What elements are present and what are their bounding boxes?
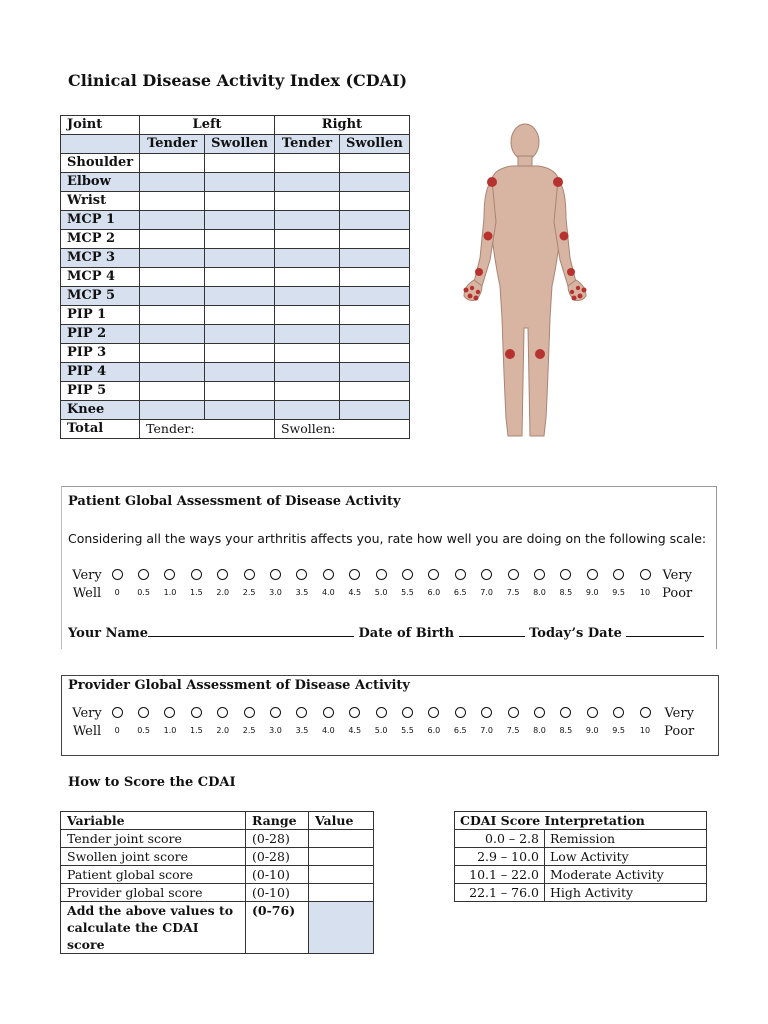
radio-circle-icon[interactable]: [138, 569, 149, 580]
joint-row: [61, 306, 410, 325]
cdai-interpretation-table: [454, 811, 707, 902]
right-swollen-cell[interactable]: [339, 287, 409, 306]
left-tender-cell[interactable]: [140, 325, 205, 344]
left-tender-header: Tender: [140, 135, 205, 154]
right-swollen-cell[interactable]: [339, 306, 409, 325]
value-cell[interactable]: [309, 848, 374, 866]
radio-circle-icon[interactable]: [613, 707, 624, 718]
right-tender-cell[interactable]: [274, 344, 339, 363]
radio-circle-icon[interactable]: [402, 569, 413, 580]
provider-scale-option[interactable]: [236, 705, 262, 735]
radio-circle-icon[interactable]: [349, 707, 360, 718]
variable-header: Variable: [61, 812, 246, 830]
provider-scale-option[interactable]: [394, 705, 420, 735]
radio-circle-icon[interactable]: [640, 569, 651, 580]
provider-scale-option[interactable]: [183, 705, 209, 735]
radio-circle-icon[interactable]: [138, 707, 149, 718]
radio-circle-icon[interactable]: [164, 569, 175, 580]
scale-value: 1.5: [190, 726, 203, 735]
scale-value: 7.0: [480, 726, 494, 735]
right-header: Right: [274, 116, 409, 135]
todays-date-label: Today’s Date: [529, 626, 622, 641]
score-range: 0.0 – 2.8: [455, 830, 545, 848]
poor-label: Poor: [664, 724, 695, 739]
patient-rating-scale: [70, 567, 694, 603]
right-swollen-cell[interactable]: [339, 230, 409, 249]
cdai-total-value-cell[interactable]: [309, 902, 374, 954]
radio-circle-icon[interactable]: [112, 707, 123, 718]
interpretation-row: [455, 884, 707, 902]
joint-count-table: [60, 115, 410, 439]
left-tender-cell[interactable]: [140, 249, 205, 268]
right-tender-cell[interactable]: [274, 268, 339, 287]
interpretation-title: CDAI Score Interpretation: [455, 812, 707, 830]
joint-name: Elbow: [61, 173, 140, 192]
left-tender-cell[interactable]: [140, 401, 205, 420]
right-tender-cell[interactable]: [274, 173, 339, 192]
joint-row: [61, 249, 410, 268]
patient-scale-option[interactable]: [183, 567, 209, 597]
interpretation-row: [455, 830, 707, 848]
left-tender-cell[interactable]: [140, 230, 205, 249]
left-swollen-cell[interactable]: [205, 249, 275, 268]
radio-circle-icon[interactable]: [349, 569, 360, 580]
left-header: Left: [140, 116, 275, 135]
well-label: Well: [72, 586, 102, 601]
radio-circle-icon[interactable]: [534, 569, 545, 580]
provider-scale-option[interactable]: [210, 705, 236, 735]
radio-circle-icon[interactable]: [587, 569, 598, 580]
activity-level: High Activity: [545, 884, 707, 902]
cdai-total-range: (0-76): [246, 902, 309, 954]
left-swollen-cell[interactable]: [205, 192, 275, 211]
radio-circle-icon[interactable]: [217, 707, 228, 718]
provider-scale-option[interactable]: [157, 705, 183, 735]
joint-name: MCP 3: [61, 249, 140, 268]
scale-value: 5.5: [401, 726, 414, 735]
scale-value: 5.0: [374, 588, 388, 597]
your-name-label: Your Name: [68, 626, 148, 641]
scale-value: 8.0: [533, 588, 546, 597]
radio-circle-icon[interactable]: [270, 707, 281, 718]
scale-value: 0.5: [137, 726, 150, 735]
radio-circle-icon[interactable]: [508, 707, 519, 718]
right-swollen-cell[interactable]: [339, 363, 409, 382]
scale-value: 3.5: [295, 588, 309, 597]
scale-value: 6.0: [427, 726, 441, 735]
provider-scale-option[interactable]: [130, 705, 156, 735]
your-name-field[interactable]: [148, 624, 354, 637]
well-label: Well: [72, 724, 102, 739]
left-swollen-cell[interactable]: [205, 268, 275, 287]
scale-value: 4.5: [348, 588, 362, 597]
left-tender-cell[interactable]: [140, 363, 205, 382]
score-range: 10.1 – 22.0: [455, 866, 545, 884]
joint-row: [61, 192, 410, 211]
right-swollen-cell[interactable]: [339, 249, 409, 268]
left-swollen-cell[interactable]: [205, 306, 275, 325]
patient-scale-option[interactable]: [157, 567, 183, 597]
poor-label: Poor: [662, 586, 693, 601]
joint-row: [61, 230, 410, 249]
right-tender-cell[interactable]: [274, 363, 339, 382]
patient-scale-option[interactable]: [104, 567, 130, 597]
radio-circle-icon[interactable]: [534, 707, 545, 718]
cdai-score-table: [60, 811, 374, 954]
radio-circle-icon[interactable]: [428, 569, 439, 580]
variable-name: Tender joint score: [61, 830, 246, 848]
activity-level: Moderate Activity: [545, 866, 707, 884]
joint-row: [61, 325, 410, 344]
provider-scale-option[interactable]: [289, 705, 315, 735]
right-swollen-cell[interactable]: [339, 268, 409, 287]
right-tender-cell[interactable]: [274, 382, 339, 401]
very-label: Very: [72, 706, 102, 721]
patient-scale-option[interactable]: [368, 567, 394, 597]
radio-circle-icon[interactable]: [164, 707, 175, 718]
scale-value: 0: [114, 726, 120, 735]
right-swollen-cell[interactable]: [339, 401, 409, 420]
provider-scale-option[interactable]: [421, 705, 447, 735]
body-figure-illustration: [452, 118, 600, 440]
right-tender-cell[interactable]: [274, 401, 339, 420]
left-swollen-cell[interactable]: [205, 325, 275, 344]
patient-scale-option[interactable]: [394, 567, 420, 597]
blank-header-cell: [61, 135, 140, 154]
right-tender-cell[interactable]: [274, 192, 339, 211]
score-row: [61, 848, 374, 866]
joint-name: PIP 2: [61, 325, 140, 344]
very-label: Very: [72, 568, 102, 583]
patient-scale-option[interactable]: [210, 567, 236, 597]
scale-value: 3.5: [295, 726, 309, 735]
scale-value: 5.5: [401, 588, 414, 597]
range-value: (0-10): [246, 884, 309, 902]
right-swollen-cell[interactable]: [339, 211, 409, 230]
joint-name: PIP 3: [61, 344, 140, 363]
joint-name: Knee: [61, 401, 140, 420]
radio-circle-icon[interactable]: [244, 569, 255, 580]
right-swollen-cell[interactable]: [339, 173, 409, 192]
patient-scale-option[interactable]: [262, 567, 288, 597]
provider-scale-option[interactable]: [104, 705, 130, 735]
radio-circle-icon[interactable]: [191, 569, 202, 580]
radio-circle-icon[interactable]: [270, 569, 281, 580]
joint-name: Shoulder: [61, 154, 140, 173]
radio-circle-icon[interactable]: [323, 569, 334, 580]
patient-global-assessment: [61, 486, 717, 649]
joint-row: [61, 344, 410, 363]
page-title: Clinical Disease Activity Index (CDAI): [68, 71, 408, 90]
how-to-score-title: How to Score the CDAI: [68, 775, 236, 790]
right-swollen-cell[interactable]: [339, 192, 409, 211]
joint-row: [61, 211, 410, 230]
patient-scale-option[interactable]: [421, 567, 447, 597]
cdai-total-label: [61, 902, 246, 954]
left-swollen-cell[interactable]: [205, 344, 275, 363]
scale-value: 2.0: [216, 588, 230, 597]
left-swollen-cell[interactable]: [205, 363, 275, 382]
scale-value: 4.0: [321, 726, 335, 735]
activity-level: Remission: [545, 830, 707, 848]
score-row: [61, 830, 374, 848]
patient-scale-option[interactable]: [342, 567, 368, 597]
radio-circle-icon[interactable]: [296, 707, 307, 718]
range-value: (0-28): [246, 848, 309, 866]
very-label: Very: [664, 706, 694, 721]
left-tender-cell[interactable]: [140, 211, 205, 230]
provider-scale-option[interactable]: [368, 705, 394, 735]
score-row: [61, 884, 374, 902]
dob-label: Date of Birth: [358, 626, 455, 641]
total-row: [61, 420, 410, 439]
provider-rating-scale: [70, 705, 696, 741]
scale-value: 6.5: [453, 588, 467, 597]
value-cell[interactable]: [309, 884, 374, 902]
radio-circle-icon[interactable]: [508, 569, 519, 580]
left-swollen-cell[interactable]: [205, 154, 275, 173]
todays-date-field[interactable]: [626, 624, 704, 637]
left-tender-cell[interactable]: [140, 192, 205, 211]
scale-value: 8.5: [559, 726, 573, 735]
patient-scale-option[interactable]: [553, 567, 579, 597]
joint-name: MCP 5: [61, 287, 140, 306]
scale-value: 4.0: [321, 588, 335, 597]
provider-scale-option[interactable]: [526, 705, 552, 735]
joint-row: [61, 401, 410, 420]
scale-value: 9.0: [585, 588, 599, 597]
radio-circle-icon[interactable]: [376, 707, 387, 718]
right-tender-cell[interactable]: [274, 287, 339, 306]
scale-value: 7.5: [506, 588, 520, 597]
scale-value: 9.5: [612, 726, 625, 735]
patient-section-title: Patient Global Assessment of Disease Activity: [68, 494, 401, 509]
range-value: (0-10): [246, 866, 309, 884]
joint-name: MCP 4: [61, 268, 140, 287]
left-swollen-cell[interactable]: [205, 401, 275, 420]
patient-scale-option[interactable]: [526, 567, 552, 597]
radio-circle-icon[interactable]: [640, 707, 651, 718]
radio-circle-icon[interactable]: [323, 707, 334, 718]
cdai-total-row: [61, 902, 374, 954]
very-label: Very: [662, 568, 692, 583]
joint-row: [61, 382, 410, 401]
radio-circle-icon[interactable]: [376, 569, 387, 580]
joint-header: Joint: [61, 116, 140, 135]
radio-circle-icon[interactable]: [191, 707, 202, 718]
provider-scale-option[interactable]: [605, 705, 631, 735]
interpretation-row: [455, 866, 707, 884]
radio-circle-icon[interactable]: [296, 569, 307, 580]
scale-value: 7.0: [480, 588, 494, 597]
cdai-total-label-line1: Add the above values to: [67, 903, 234, 918]
score-row: [61, 866, 374, 884]
radio-circle-icon[interactable]: [613, 569, 624, 580]
patient-prompt: Considering all the ways your arthritis affects you, rate how well you are doing on the following scale:: [68, 531, 707, 546]
joint-name: MCP 2: [61, 230, 140, 249]
provider-scale-option[interactable]: [553, 705, 579, 735]
left-swollen-cell[interactable]: [205, 173, 275, 192]
variable-name: Provider global score: [61, 884, 246, 902]
range-header: Range: [246, 812, 309, 830]
scale-value: 4.5: [348, 726, 362, 735]
activity-level: Low Activity: [545, 848, 707, 866]
patient-scale-option[interactable]: [473, 567, 499, 597]
provider-scale-option[interactable]: [342, 705, 368, 735]
scale-value: 6.0: [427, 588, 441, 597]
left-tender-cell[interactable]: [140, 382, 205, 401]
scale-value: 6.5: [453, 726, 467, 735]
scale-value: 2.5: [242, 588, 256, 597]
right-swollen-header: Swollen: [339, 135, 409, 154]
value-header: Value: [309, 812, 374, 830]
variable-name: Swollen joint score: [61, 848, 246, 866]
left-tender-cell[interactable]: [140, 173, 205, 192]
provider-scale-option[interactable]: [473, 705, 499, 735]
joint-name: MCP 1: [61, 211, 140, 230]
provider-global-assessment: [61, 675, 719, 756]
patient-scale-option[interactable]: [605, 567, 631, 597]
joint-name: PIP 5: [61, 382, 140, 401]
patient-scale-option[interactable]: [632, 567, 658, 597]
left-swollen-header: Swollen: [205, 135, 275, 154]
right-tender-cell[interactable]: [274, 211, 339, 230]
provider-scale-option[interactable]: [579, 705, 605, 735]
scale-value: 8.0: [533, 726, 546, 735]
provider-scale-option[interactable]: [447, 705, 473, 735]
joint-row: [61, 268, 410, 287]
total-tender-field[interactable]: Tender:: [140, 420, 275, 439]
provider-scale-option[interactable]: [500, 705, 526, 735]
provider-section-title: Provider Global Assessment of Disease Activity: [68, 678, 410, 693]
value-cell[interactable]: [309, 866, 374, 884]
left-tender-cell[interactable]: [140, 344, 205, 363]
patient-scale-option[interactable]: [500, 567, 526, 597]
scale-value: 3.0: [269, 726, 282, 735]
scale-value: 0: [114, 588, 120, 597]
right-tender-cell[interactable]: [274, 306, 339, 325]
left-tender-cell[interactable]: [140, 306, 205, 325]
scale-value: 10: [639, 726, 651, 735]
right-swollen-cell[interactable]: [339, 382, 409, 401]
patient-info-line: [68, 624, 704, 641]
cdai-total-label-line2: calculate the CDAI score: [67, 920, 199, 952]
dob-field[interactable]: [459, 624, 525, 637]
patient-scale-option[interactable]: [579, 567, 605, 597]
radio-circle-icon[interactable]: [481, 707, 492, 718]
scale-value: 7.5: [506, 726, 520, 735]
right-swollen-cell[interactable]: [339, 325, 409, 344]
joint-name: Wrist: [61, 192, 140, 211]
radio-circle-icon[interactable]: [455, 569, 466, 580]
joint-row: [61, 173, 410, 192]
total-swollen-field[interactable]: Swollen:: [274, 420, 409, 439]
radio-circle-icon[interactable]: [428, 707, 439, 718]
left-swollen-cell[interactable]: [205, 230, 275, 249]
scale-value: 8.5: [559, 588, 573, 597]
scale-value: 1.0: [163, 588, 177, 597]
provider-scale-option[interactable]: [315, 705, 341, 735]
scale-value: 10: [639, 588, 651, 597]
right-swollen-cell[interactable]: [339, 154, 409, 173]
radio-circle-icon[interactable]: [587, 707, 598, 718]
scale-value: 3.0: [269, 588, 282, 597]
joint-row: [61, 154, 410, 173]
patient-scale-option[interactable]: [315, 567, 341, 597]
joint-name: PIP 4: [61, 363, 140, 382]
joint-row: [61, 363, 410, 382]
radio-circle-icon[interactable]: [560, 569, 571, 580]
left-tender-cell[interactable]: [140, 268, 205, 287]
radio-circle-icon[interactable]: [244, 707, 255, 718]
radio-circle-icon[interactable]: [560, 707, 571, 718]
score-range: 2.9 – 10.0: [455, 848, 545, 866]
score-range: 22.1 – 76.0: [455, 884, 545, 902]
right-tender-cell[interactable]: [274, 230, 339, 249]
patient-scale-option[interactable]: [289, 567, 315, 597]
left-swollen-cell[interactable]: [205, 382, 275, 401]
radio-circle-icon[interactable]: [481, 569, 492, 580]
scale-value: 1.5: [190, 588, 203, 597]
radio-circle-icon[interactable]: [402, 707, 413, 718]
right-swollen-cell[interactable]: [339, 344, 409, 363]
radio-circle-icon[interactable]: [217, 569, 228, 580]
range-value: (0-28): [246, 830, 309, 848]
radio-circle-icon[interactable]: [112, 569, 123, 580]
provider-scale-option[interactable]: [262, 705, 288, 735]
right-tender-cell[interactable]: [274, 325, 339, 344]
scale-value: 2.0: [216, 726, 230, 735]
scale-value: 9.0: [585, 726, 599, 735]
left-swollen-cell[interactable]: [205, 287, 275, 306]
scale-value: 5.0: [374, 726, 388, 735]
variable-name: Patient global score: [61, 866, 246, 884]
provider-scale-option[interactable]: [632, 705, 658, 735]
joint-row: [61, 287, 410, 306]
left-tender-cell[interactable]: [140, 154, 205, 173]
left-swollen-cell[interactable]: [205, 211, 275, 230]
right-tender-cell[interactable]: [274, 154, 339, 173]
radio-circle-icon[interactable]: [455, 707, 466, 718]
patient-scale-option[interactable]: [236, 567, 262, 597]
joint-name: PIP 1: [61, 306, 140, 325]
scale-value: 2.5: [242, 726, 256, 735]
left-tender-cell[interactable]: [140, 287, 205, 306]
right-tender-cell[interactable]: [274, 249, 339, 268]
scale-value: 9.5: [612, 588, 625, 597]
interpretation-row: [455, 848, 707, 866]
scale-value: 0.5: [137, 588, 150, 597]
patient-scale-option[interactable]: [447, 567, 473, 597]
value-cell[interactable]: [309, 830, 374, 848]
right-tender-header: Tender: [274, 135, 339, 154]
total-label: Total: [61, 420, 140, 439]
scale-value: 1.0: [163, 726, 177, 735]
patient-scale-option[interactable]: [130, 567, 156, 597]
